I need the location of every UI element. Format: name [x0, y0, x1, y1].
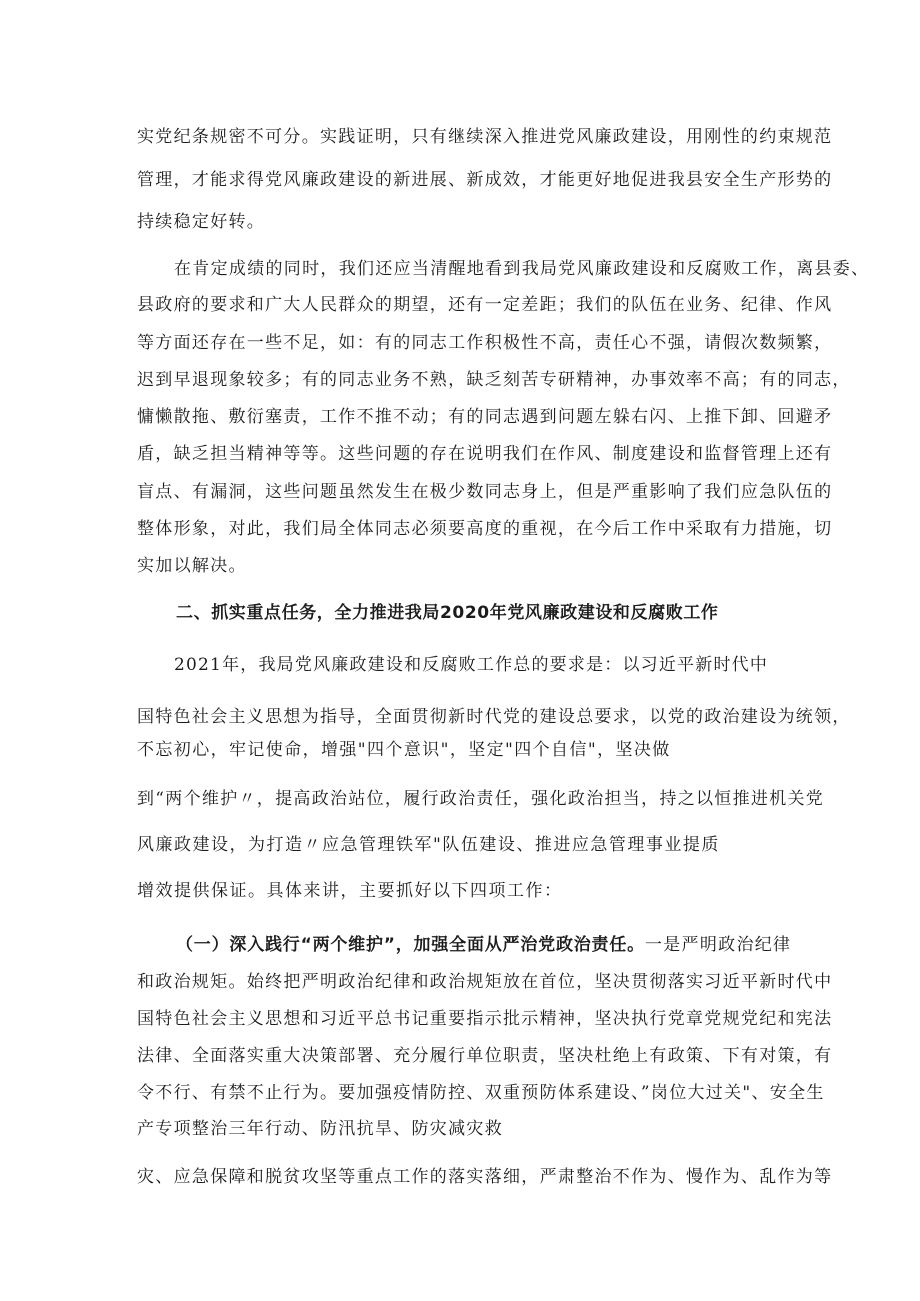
text-line: 实加以解决。: [137, 556, 247, 576]
text-line: 国特色社会主义思想为指导，全面贯彻新时代党的建设总要求，以党的政治建设为统领，: [137, 707, 851, 727]
text-line: 风廉政建设，为打造〃应急管理铁军"队伍建设、推进应急管理事业提质: [137, 835, 720, 855]
text-line: 和政治规矩。始终把严明政治纪律和政治规矩放在首位，坚决贯彻落实习近平新时代中: [137, 972, 833, 992]
text-line: 在肯定成绩的同时，我们还应当清醒地看到我局党风廉政建设和反腐败工作，离县委、: [174, 259, 870, 279]
text-line: 慵懒散拖、敷衍塞责，工作不推不动；有的同志遇到问题左躲右闪、上推下卸、回避矛: [137, 407, 833, 427]
text-line: 盲点、有漏洞，这些问题虽然发生在极少数同志身上，但是严重影响了我们应急队伍的: [137, 482, 833, 502]
text-line: 增效提供保证。具体来讲，主要抓好以下四项工作：: [137, 881, 563, 901]
subsection-heading: （一）深入践行“两个维护”，加强全面从严治党政治责任。: [176, 935, 645, 955]
text-line: 法律、全面落实重大决策部署、充分履行单位职责，坚决杜绝上有政策、下有对策，有: [137, 1046, 833, 1066]
section-heading: 二、抓实重点任务，全力推进我局2020年党风廉政建设和反腐败工作: [176, 603, 719, 623]
text-line: 县政府的要求和广大人民群众的期望，还有一定差距；我们的队伍在业务、纪律、作风: [137, 295, 833, 315]
text-span: 一是严明政治纪律: [644, 935, 792, 955]
text-line: 2021年，我局党风廉政建设和反腐败工作总的要求是：以习近平新时代中: [174, 655, 769, 675]
text-line: 产专项整治三年行动、防汛抗旱、防灾减灾救: [137, 1119, 503, 1139]
text-line: 迟到早退现象较多；有的同志业务不熟，缺乏刻苦专研精神，办事效率不高；有的同志，: [137, 370, 851, 390]
text-line: 国特色社会主义思想和习近平总书记重要指示批示精神，坚决执行党章党规党纪和宪法: [137, 1009, 833, 1029]
text-line: 不忘初心，牢记使命，增强"四个意识"，坚定"四个自信"，坚决做: [137, 740, 671, 760]
text-line: 管理，才能求得党风廉政建设的新进展、新成效，才能更好地促进我县安全生产形势的: [137, 170, 833, 190]
text-line: 持续稳定好转。: [137, 212, 266, 232]
text-line: 盾，缺乏担当精神等等。这些问题的存在说明我们在作风、制度建设和监督管理上还有: [137, 444, 833, 464]
text-line: 灾、应急保障和脱贫攻坚等重点工作的落实落细，严肃整治不作为、慢作为、乱作为等: [137, 1167, 833, 1187]
text-line: 整体形象，对此，我们局全体同志必须要高度的重视，在今后工作中采取有力措施，切: [137, 519, 833, 539]
text-line: 实党纪条规密不可分。实践证明，只有继续深入推进党风廉政建设，用刚性的约束规范: [137, 127, 833, 147]
text-line: [176, 934, 792, 956]
text-line: 到“两个维护〃，提高政治站位，履行政治责任，强化政治担当，持之以恒推进机关党: [137, 789, 825, 809]
text-line: 令不行、有禁不止行为。要加强疫情防控、双重预防体系建设、”岗位大过关"、安全生: [137, 1083, 825, 1103]
text-line: 等方面还存在一些不足，如：有的同志工作积极性不高，责任心不强，请假次数频繁，: [137, 333, 833, 353]
